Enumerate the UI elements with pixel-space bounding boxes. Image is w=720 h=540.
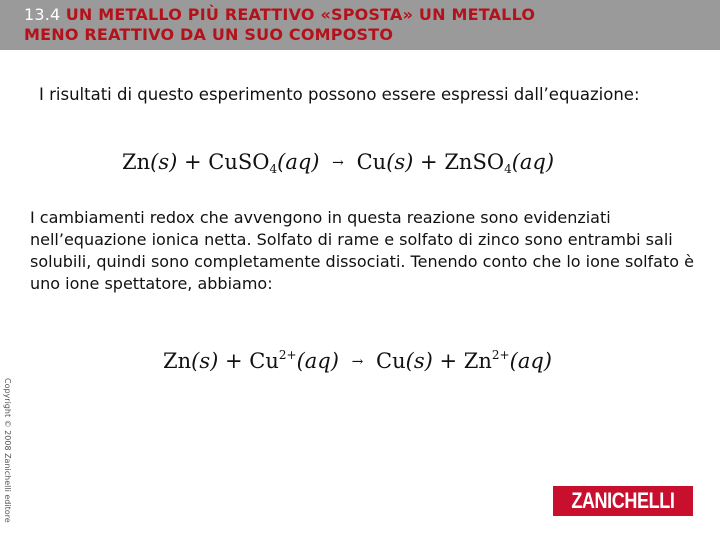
eq1-znso: ZnSO [444, 150, 505, 174]
molecular-equation [122, 150, 554, 176]
eq2-zn-ion: Zn [463, 349, 492, 373]
section-number: 13.4 [24, 5, 61, 24]
eq2-state-aq1: (aq) [296, 349, 339, 373]
eq2-state-aq2: (aq) [509, 349, 552, 373]
net-ionic-equation [163, 348, 552, 373]
zanichelli-logo [553, 486, 693, 516]
logo-text: ZANICHELLI [571, 488, 675, 513]
eq2-sup2: 2+ [491, 348, 510, 362]
eq1-state-s2: (s) [386, 150, 414, 174]
eq1-state-aq1: (aq) [277, 150, 320, 174]
eq1-cu: Cu [356, 150, 387, 174]
eq1-state-aq2: (aq) [511, 150, 555, 174]
eq2-cu-ion: Cu [249, 349, 279, 373]
eq2-arrow: → [351, 354, 364, 370]
eq1-plus1: + [183, 150, 202, 174]
eq1-cuso: CuSO [208, 150, 270, 174]
body-text: I cambiamenti redox che avvengono in questa reazione sono evidenziati nell’equazione ionica netta. Solfato di rame e solfato di zinco sono entrambi sali solubili, quindi sono completamente dissociati. Tenendo conto che lo ione solfato è uno ione spettatore, abbiamo: [30, 208, 694, 293]
copyright-text: Copyright © 2008 Zanichelli editore [3, 378, 12, 523]
eq2-state-s2: (s) [405, 349, 433, 373]
eq1-arrow: → [332, 155, 344, 171]
slide-title [24, 5, 704, 45]
title-line-2: MENO REATTIVO DA UN SUO COMPOSTO [24, 25, 394, 44]
copyright-notice [0, 378, 14, 523]
eq2-cu: Cu [376, 349, 406, 373]
eq2-sup1: 2+ [278, 348, 297, 362]
eq1-sub2: 4 [504, 162, 512, 176]
title-line-1: UN METALLO PIÙ REATTIVO «SPOSTA» UN METALLO [65, 5, 536, 24]
eq2-plus2: + [439, 349, 458, 373]
eq1-plus2: + [420, 150, 438, 174]
title-bar [0, 0, 720, 50]
eq1-state-s1: (s) [150, 150, 178, 174]
eq1-zn: Zn [122, 150, 151, 174]
eq1-sub1: 4 [269, 162, 278, 176]
eq2-zn: Zn [163, 349, 192, 373]
eq2-plus1: + [224, 349, 243, 373]
intro-text: I risultati di questo esperimento possono essere espressi dall’equazione: [39, 85, 640, 104]
eq2-state-s1: (s) [191, 349, 219, 373]
